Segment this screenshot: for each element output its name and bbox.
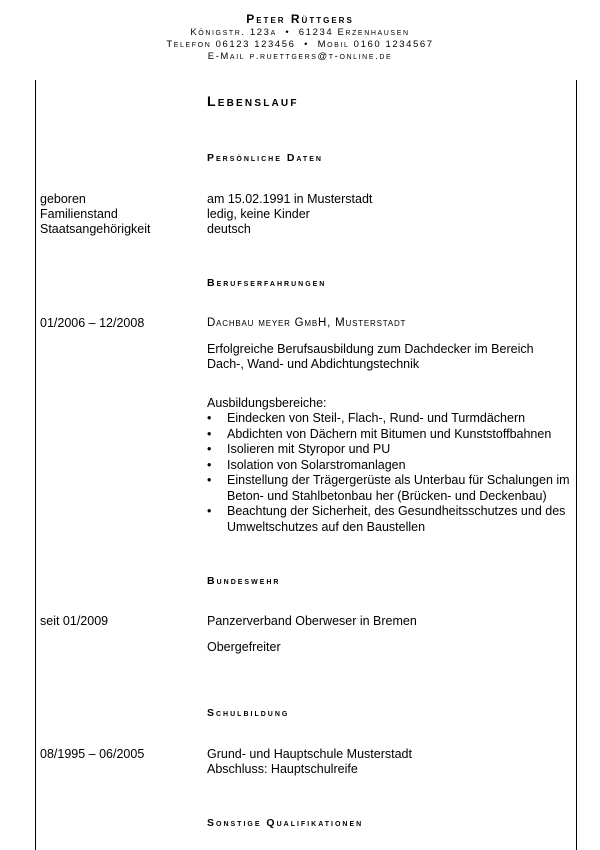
list-item-text: Isolieren mit Styropor und PU: [227, 442, 391, 456]
applicant-name: Peter Rüttgers: [246, 12, 354, 26]
left-border-line: [35, 80, 36, 850]
list-item-text: Isolation von Solarstromanlagen: [227, 457, 406, 472]
military-period: seit 01/2009: [40, 614, 109, 628]
separator: •: [304, 39, 310, 50]
list-item: [207, 504, 577, 535]
bullet: •: [207, 426, 212, 441]
email-line: E-Mail p.ruettgers@t-online.de: [207, 51, 393, 62]
section-heading-experience: Berufserfahrungen: [207, 277, 327, 289]
bullet: •: [207, 411, 212, 425]
school-period: 08/1995 – 06/2005: [40, 747, 145, 761]
section-heading-school: Schulbildung: [207, 707, 290, 719]
bullet: •: [207, 442, 212, 456]
value-nationality: deutsch: [207, 222, 251, 236]
section-heading-military: Bundeswehr: [207, 575, 281, 587]
experience-period: 01/2006 – 12/2008: [40, 316, 145, 330]
separator: •: [285, 27, 291, 38]
mobile: Mobil 0160 1234567: [317, 39, 434, 50]
bullet: •: [207, 457, 212, 472]
letterhead: [0, 12, 600, 63]
address-line: [0, 27, 600, 39]
personal-values: [207, 192, 372, 237]
value-marital-status: ledig, keine Kinder: [207, 207, 310, 221]
bullet: •: [207, 504, 212, 518]
list-item-text: Einstellung der Trägergerüste als Unterbau für Schalungen im Beton- und Stahlbetonbau her (Brücken- und Deckenbau): [227, 473, 570, 503]
description-line: Erfolgreiche Berufsausbildung zum Dachdecker im Bereich: [207, 342, 534, 356]
list-item: [207, 458, 577, 474]
list-item: [207, 411, 577, 427]
list-item-text: Beachtung der Sicherheit, des Gesundheitsschutzes und des Umweltschutzes auf den Baustellen: [227, 504, 566, 534]
military-unit: Panzerverband Oberweser in Bremen: [207, 614, 417, 628]
school-name: Grund- und Hauptschule Musterstadt: [207, 747, 412, 761]
experience-company: Dachbau meyer GmbH, Musterstadt: [207, 317, 407, 329]
training-areas-list: [207, 411, 577, 535]
personal-labels: [40, 192, 151, 237]
label-born: geboren: [40, 192, 86, 206]
page-title: Lebenslauf: [207, 93, 299, 109]
section-heading-other: Sonstige Qualifikationen: [207, 817, 364, 829]
list-item-text: Abdichten von Dächern mit Bitumen und Kunststoffbahnen: [227, 426, 552, 441]
experience-description: [207, 342, 534, 372]
street: Königstr. 123a: [190, 27, 277, 38]
list-item: [207, 442, 577, 458]
city: 61234 Erzenhausen: [298, 27, 410, 38]
phone: Telefon 06123 123456: [166, 39, 296, 50]
list-item: [207, 427, 577, 443]
military-rank: Obergefreiter: [207, 640, 281, 654]
value-born: am 15.02.1991 in Musterstadt: [207, 192, 373, 206]
school-degree: Abschluss: Hauptschulreife: [207, 762, 358, 776]
list-item: [207, 473, 577, 504]
list-item-text: Eindecken von Steil-, Flach-, Rund- und Turmdächern: [227, 411, 526, 425]
school-info: [207, 747, 412, 777]
section-heading-personal: Persönliche Daten: [207, 152, 323, 164]
phone-line: [0, 39, 600, 51]
areas-label: Ausbildungsbereiche:: [207, 396, 327, 410]
bullet: •: [207, 473, 212, 487]
description-line: Dach-, Wand- und Abdichtungstechnik: [207, 357, 420, 371]
label-nationality: Staatsangehörigkeit: [40, 222, 151, 236]
label-marital-status: Familienstand: [40, 207, 118, 221]
